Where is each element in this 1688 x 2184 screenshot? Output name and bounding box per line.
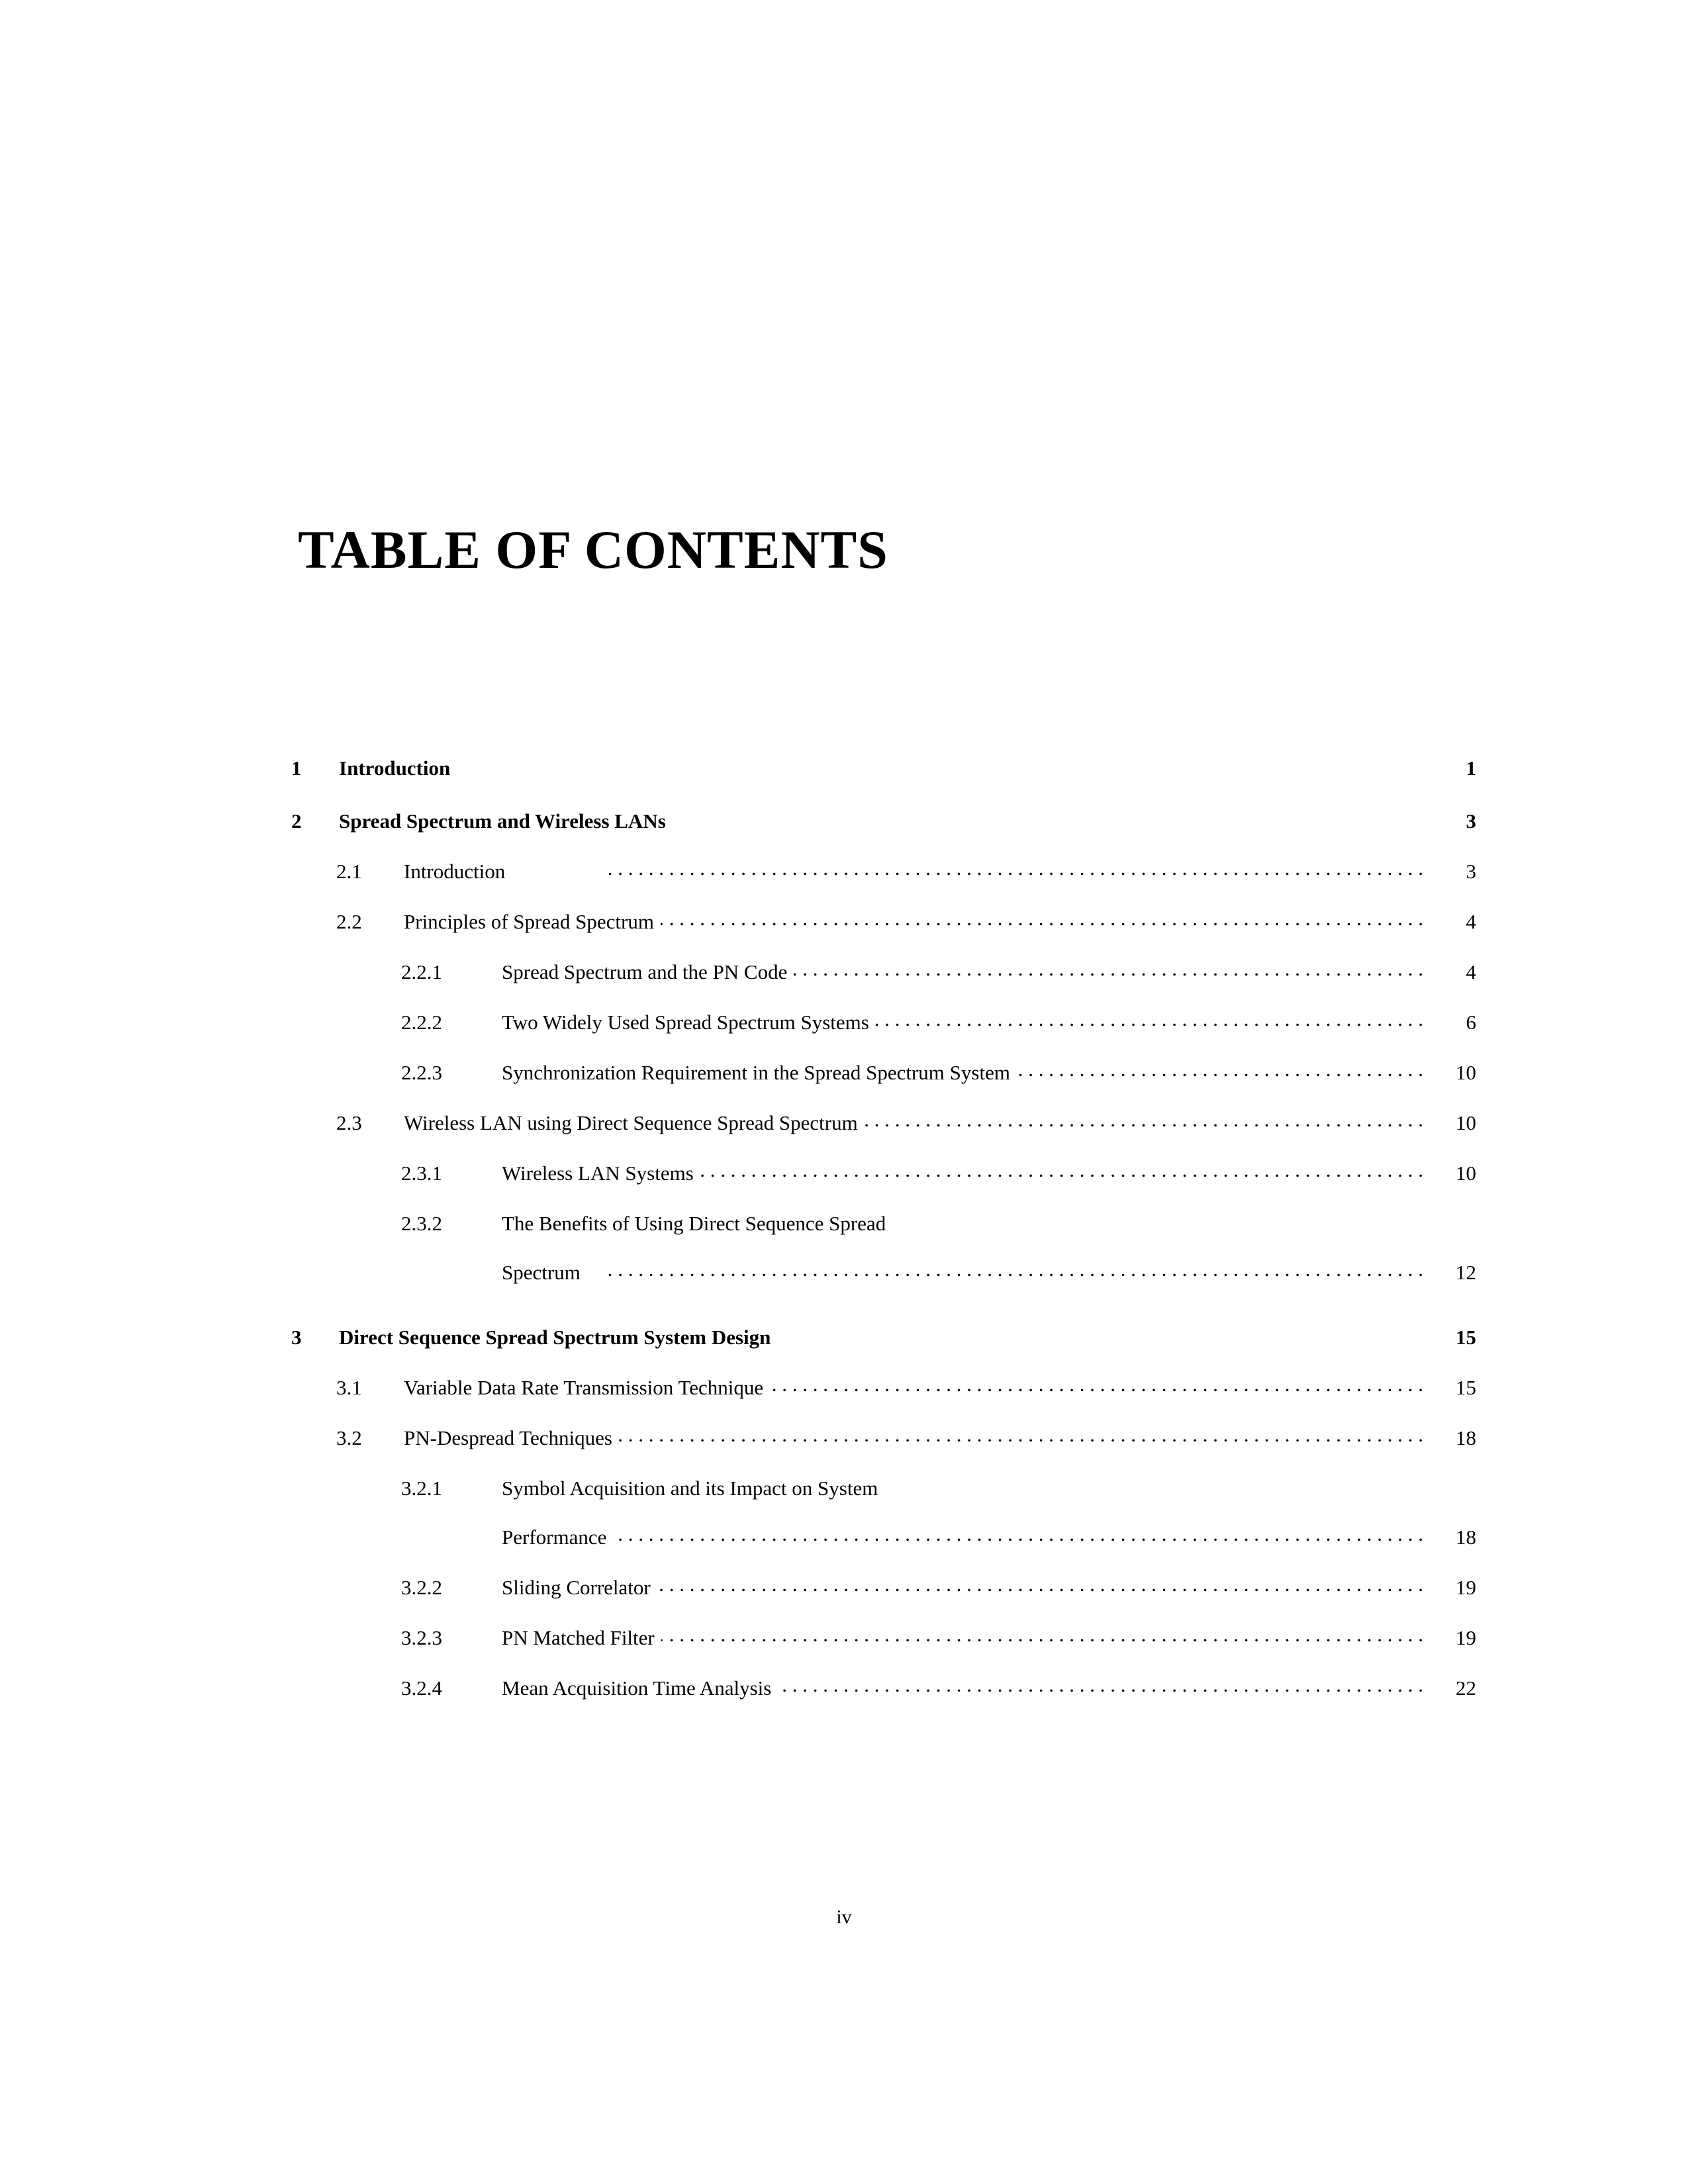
table-of-contents — [291, 754, 1476, 1698]
toc-label: Variable Data Rate Transmission Technique — [404, 1376, 764, 1399]
toc-entry[interactable] — [291, 908, 1476, 932]
page-folio: iv — [836, 1906, 852, 1928]
toc-entry-continuation[interactable] — [291, 1524, 1476, 1547]
toc-label: Sliding Correlator — [502, 1576, 651, 1599]
toc-page-number: 10 — [1456, 1061, 1476, 1084]
toc-page-number: 15 — [1456, 1376, 1476, 1399]
toc-leader — [657, 1574, 1423, 1594]
toc-page-number: 3 — [1466, 860, 1476, 883]
toc-entry[interactable] — [291, 754, 1476, 778]
toc-entry-continuation[interactable] — [291, 1259, 1476, 1283]
toc-leader — [613, 1524, 1423, 1544]
toc-label: Two Widely Used Spread Spectrum Systems — [502, 1011, 869, 1034]
toc-number: 2.2.3 — [401, 1061, 442, 1084]
toc-page-number: 10 — [1456, 1111, 1476, 1134]
toc-label: Performance — [502, 1525, 607, 1549]
toc-number: 1 — [291, 756, 302, 780]
toc-entry[interactable] — [291, 858, 1476, 882]
toc-leader — [700, 1160, 1423, 1180]
toc-number: 3 — [291, 1326, 302, 1349]
toc-number: 2.3.2 — [401, 1212, 442, 1235]
toc-leader — [512, 858, 1423, 878]
toc-number: 2.3.1 — [401, 1161, 442, 1185]
toc-page-number: 4 — [1466, 960, 1476, 983]
toc-leader — [778, 1674, 1423, 1695]
toc-leader — [770, 1374, 1423, 1394]
toc-number: 2.2.1 — [401, 960, 442, 983]
toc-label: Wireless LAN using Direct Sequence Spread Spectrum — [404, 1111, 858, 1134]
toc-label: PN Matched Filter — [502, 1626, 655, 1649]
toc-page-number: 22 — [1456, 1676, 1476, 1700]
toc-entry[interactable] — [291, 1059, 1476, 1083]
toc-entry[interactable] — [291, 807, 1476, 831]
toc-page-number: 18 — [1456, 1426, 1476, 1449]
toc-page-number: 12 — [1456, 1261, 1476, 1284]
toc-page-number: 19 — [1456, 1626, 1476, 1649]
toc-leader — [661, 908, 1423, 929]
toc-leader — [587, 1259, 1423, 1279]
toc-leader — [619, 1424, 1423, 1445]
toc-entry[interactable] — [291, 1674, 1476, 1698]
toc-label: Introduction — [339, 756, 451, 780]
toc-label: Spread Spectrum and Wireless LANs — [339, 809, 666, 833]
toc-page-number: 3 — [1466, 809, 1476, 833]
toc-label: Mean Acquisition Time Analysis — [502, 1676, 772, 1700]
toc-number: 2.2 — [336, 910, 362, 933]
toc-leader — [777, 1324, 1423, 1344]
toc-label: Synchronization Requirement in the Spread Spectrum System — [502, 1061, 1010, 1084]
toc-page-number: 1 — [1466, 756, 1476, 780]
toc-number: 3.2 — [336, 1426, 362, 1449]
toc-entry[interactable] — [291, 1574, 1476, 1598]
page-title: TABLE OF CONTENTS — [298, 520, 888, 580]
toc-page-number: 6 — [1466, 1011, 1476, 1034]
toc-page-number: 18 — [1456, 1525, 1476, 1549]
toc-label: Direct Sequence Spread Spectrum System Design — [339, 1326, 771, 1349]
toc-number: 3.2.3 — [401, 1626, 442, 1649]
toc-leader — [865, 1109, 1423, 1130]
toc-entry[interactable] — [291, 1109, 1476, 1133]
toc-number: 2.1 — [336, 860, 362, 883]
toc-leader — [457, 754, 1423, 775]
toc-leader — [876, 1009, 1423, 1029]
toc-entry[interactable] — [291, 1210, 1476, 1234]
toc-number: 3.1 — [336, 1376, 362, 1399]
toc-number: 2.2.2 — [401, 1011, 442, 1034]
toc-number: 2.3 — [336, 1111, 362, 1134]
toc-label: Symbol Acquisition and its Impact on System — [502, 1477, 878, 1500]
toc-label: PN-Despread Techniques — [404, 1426, 612, 1449]
toc-entry[interactable] — [291, 1424, 1476, 1448]
toc-label: Principles of Spread Spectrum — [404, 910, 654, 933]
toc-entry[interactable] — [291, 1160, 1476, 1183]
toc-page-number: 4 — [1466, 910, 1476, 933]
toc-label: Introduction — [404, 860, 506, 883]
toc-entry[interactable] — [291, 1009, 1476, 1032]
toc-leader — [661, 1624, 1423, 1645]
toc-number: 3.2.4 — [401, 1676, 442, 1700]
toc-leader — [794, 958, 1423, 979]
toc-page-number: 10 — [1456, 1161, 1476, 1185]
toc-page-number: 15 — [1456, 1326, 1476, 1349]
toc-leader — [1017, 1059, 1423, 1079]
toc-number: 3.2.2 — [401, 1576, 442, 1599]
toc-label: Spread Spectrum and the PN Code — [502, 960, 788, 983]
toc-entry[interactable] — [291, 1324, 1476, 1347]
toc-entry[interactable] — [291, 958, 1476, 982]
toc-entry[interactable] — [291, 1624, 1476, 1648]
toc-label: Wireless LAN Systems — [502, 1161, 694, 1185]
toc-page-number: 19 — [1456, 1576, 1476, 1599]
toc-label: The Benefits of Using Direct Sequence Spread — [502, 1212, 886, 1235]
toc-entry[interactable] — [291, 1475, 1476, 1498]
toc-number: 2 — [291, 809, 302, 833]
toc-label: Spectrum — [502, 1261, 581, 1284]
toc-number: 3.2.1 — [401, 1477, 442, 1500]
toc-leader — [673, 807, 1423, 828]
toc-entry[interactable] — [291, 1374, 1476, 1398]
